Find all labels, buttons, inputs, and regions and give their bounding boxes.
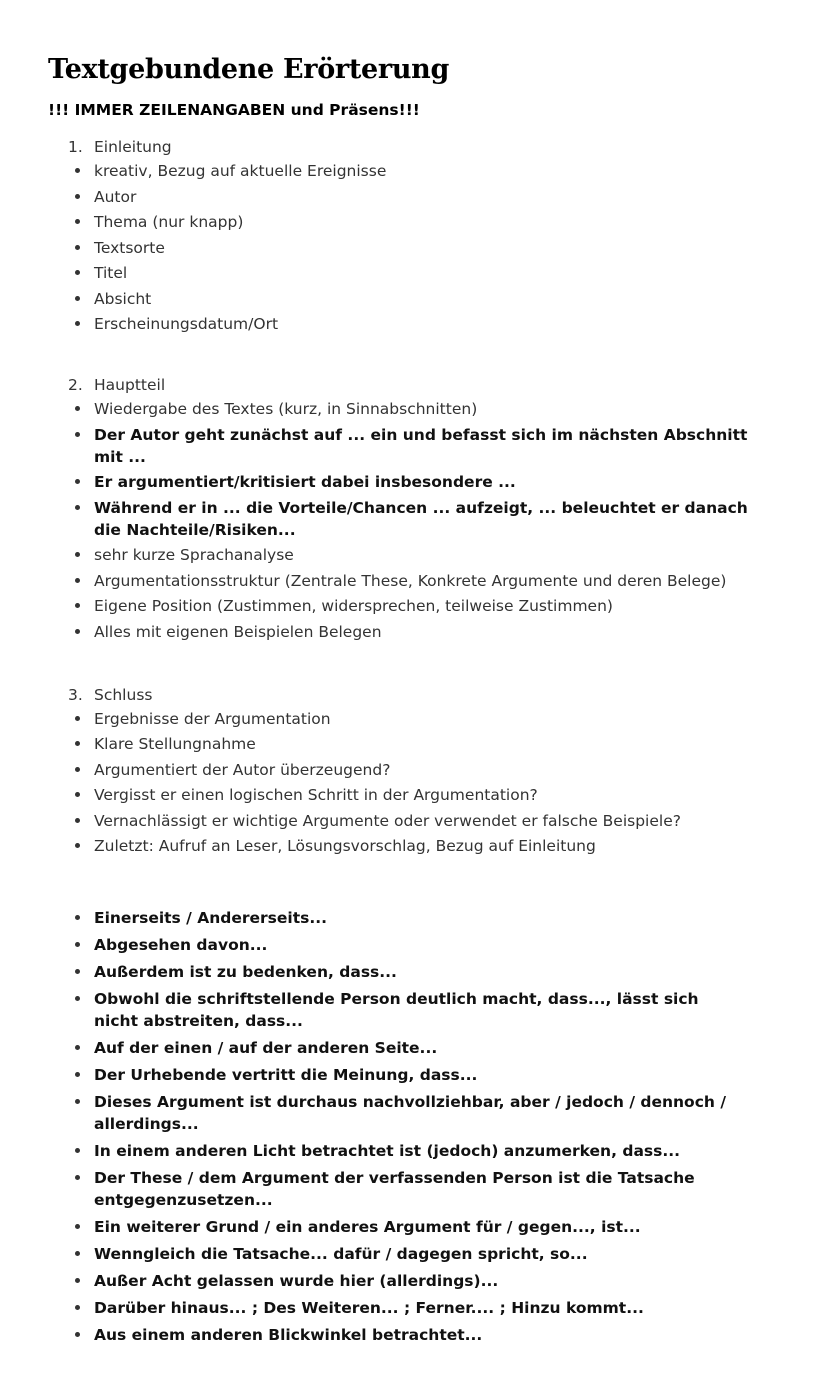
list-item: Auf der einen / auf der anderen Seite...	[44, 1037, 770, 1059]
section-title: Hauptteil	[94, 376, 166, 395]
phrase-list	[44, 907, 770, 1346]
list-item: Titel	[44, 262, 770, 284]
list-item: In einem anderen Licht betrachtet ist (jedoch) anzumerken, dass...	[44, 1140, 770, 1162]
list-item: Der Autor geht zunächst auf ... ein und befasst sich im nächsten Abschnitt mit ...	[44, 424, 770, 468]
section-items	[44, 160, 770, 335]
section-number: 1.	[68, 138, 83, 156]
section-number: 3.	[68, 685, 83, 704]
list-item: Aus einem anderen Blickwinkel betrachtet...	[44, 1324, 770, 1346]
list-item: Der These / dem Argument der verfassenden Person ist die Tatsache entgegenzusetzen...	[44, 1167, 770, 1211]
list-item: Thema (nur knapp)	[44, 211, 770, 233]
section-hauptteil	[44, 375, 770, 643]
list-item: Eigene Position (Zustimmen, widersprechen, teilweise Zustimmen)	[44, 595, 770, 617]
section-title: Einleitung	[94, 138, 172, 156]
list-item: Alles mit eigenen Beispielen Belegen	[44, 621, 770, 643]
list-item: Vernachlässigt er wichtige Argumente oder verwendet er falsche Beispiele?	[44, 810, 770, 832]
list-item: Argumentiert der Autor überzeugend?	[44, 759, 770, 781]
list-item: Abgesehen davon...	[44, 934, 770, 956]
list-item: Darüber hinaus... ; Des Weiteren... ; Ferner.... ; Hinzu kommt...	[44, 1297, 770, 1319]
list-item: Klare Stellungnahme	[44, 733, 770, 755]
list-item: Außer Acht gelassen wurde hier (allerdings)...	[44, 1270, 770, 1292]
document-subtitle: !!! IMMER ZEILENANGABEN und Präsens!!!	[48, 101, 420, 119]
list-item: Wenngleich die Tatsache... dafür / dagegen spricht, so...	[44, 1243, 770, 1265]
list-item: Textsorte	[44, 237, 770, 259]
list-item: kreativ, Bezug auf aktuelle Ereignisse	[44, 160, 770, 182]
section-formulierungshilfen	[44, 907, 770, 1346]
section-number: 2.	[68, 376, 83, 395]
list-item: Obwohl die schriftstellende Person deutlich macht, dass..., lässt sich nicht abstreiten, dass...	[44, 988, 770, 1032]
list-item: Er argumentiert/kritisiert dabei insbesondere ...	[44, 471, 770, 493]
list-item: Ergebnisse der Argumentation	[44, 708, 770, 730]
section-heading	[44, 137, 770, 158]
section-schluss	[44, 685, 770, 858]
list-item: Der Urhebende vertritt die Meinung, dass...	[44, 1064, 770, 1086]
list-item: Argumentationsstruktur (Zentrale These, Konkrete Argumente und deren Belege)	[44, 570, 770, 592]
list-item: Erscheinungsdatum/Ort	[44, 313, 770, 335]
list-item: Autor	[44, 186, 770, 208]
page-title: Textgebundene Erörterung	[48, 54, 450, 85]
list-item: Zuletzt: Aufruf an Leser, Lösungsvorschlag, Bezug auf Einleitung	[44, 835, 770, 857]
section-title: Schluss	[94, 685, 153, 704]
list-item: Einerseits / Andererseits...	[44, 907, 770, 929]
list-item: Wiedergabe des Textes (kurz, in Sinnabschnitten)	[44, 398, 770, 420]
section-items	[44, 398, 770, 643]
list-item: Außerdem ist zu bedenken, dass...	[44, 961, 770, 983]
list-item: Während er in ... die Vorteile/Chancen ... aufzeigt, ... beleuchtet er danach die Nachteile/Risiken...	[44, 497, 770, 541]
section-items	[44, 708, 770, 858]
section-heading	[44, 375, 770, 396]
list-item: Dieses Argument ist durchaus nachvollziehbar, aber / jedoch / dennoch / allerdings...	[44, 1091, 770, 1135]
list-item: Ein weiterer Grund / ein anderes Argument für / gegen..., ist...	[44, 1216, 770, 1238]
section-heading	[44, 685, 770, 706]
section-einleitung	[44, 137, 770, 335]
list-item: sehr kurze Sprachanalyse	[44, 544, 770, 566]
list-item: Absicht	[44, 288, 770, 310]
list-item: Vergisst er einen logischen Schritt in der Argumentation?	[44, 784, 770, 806]
